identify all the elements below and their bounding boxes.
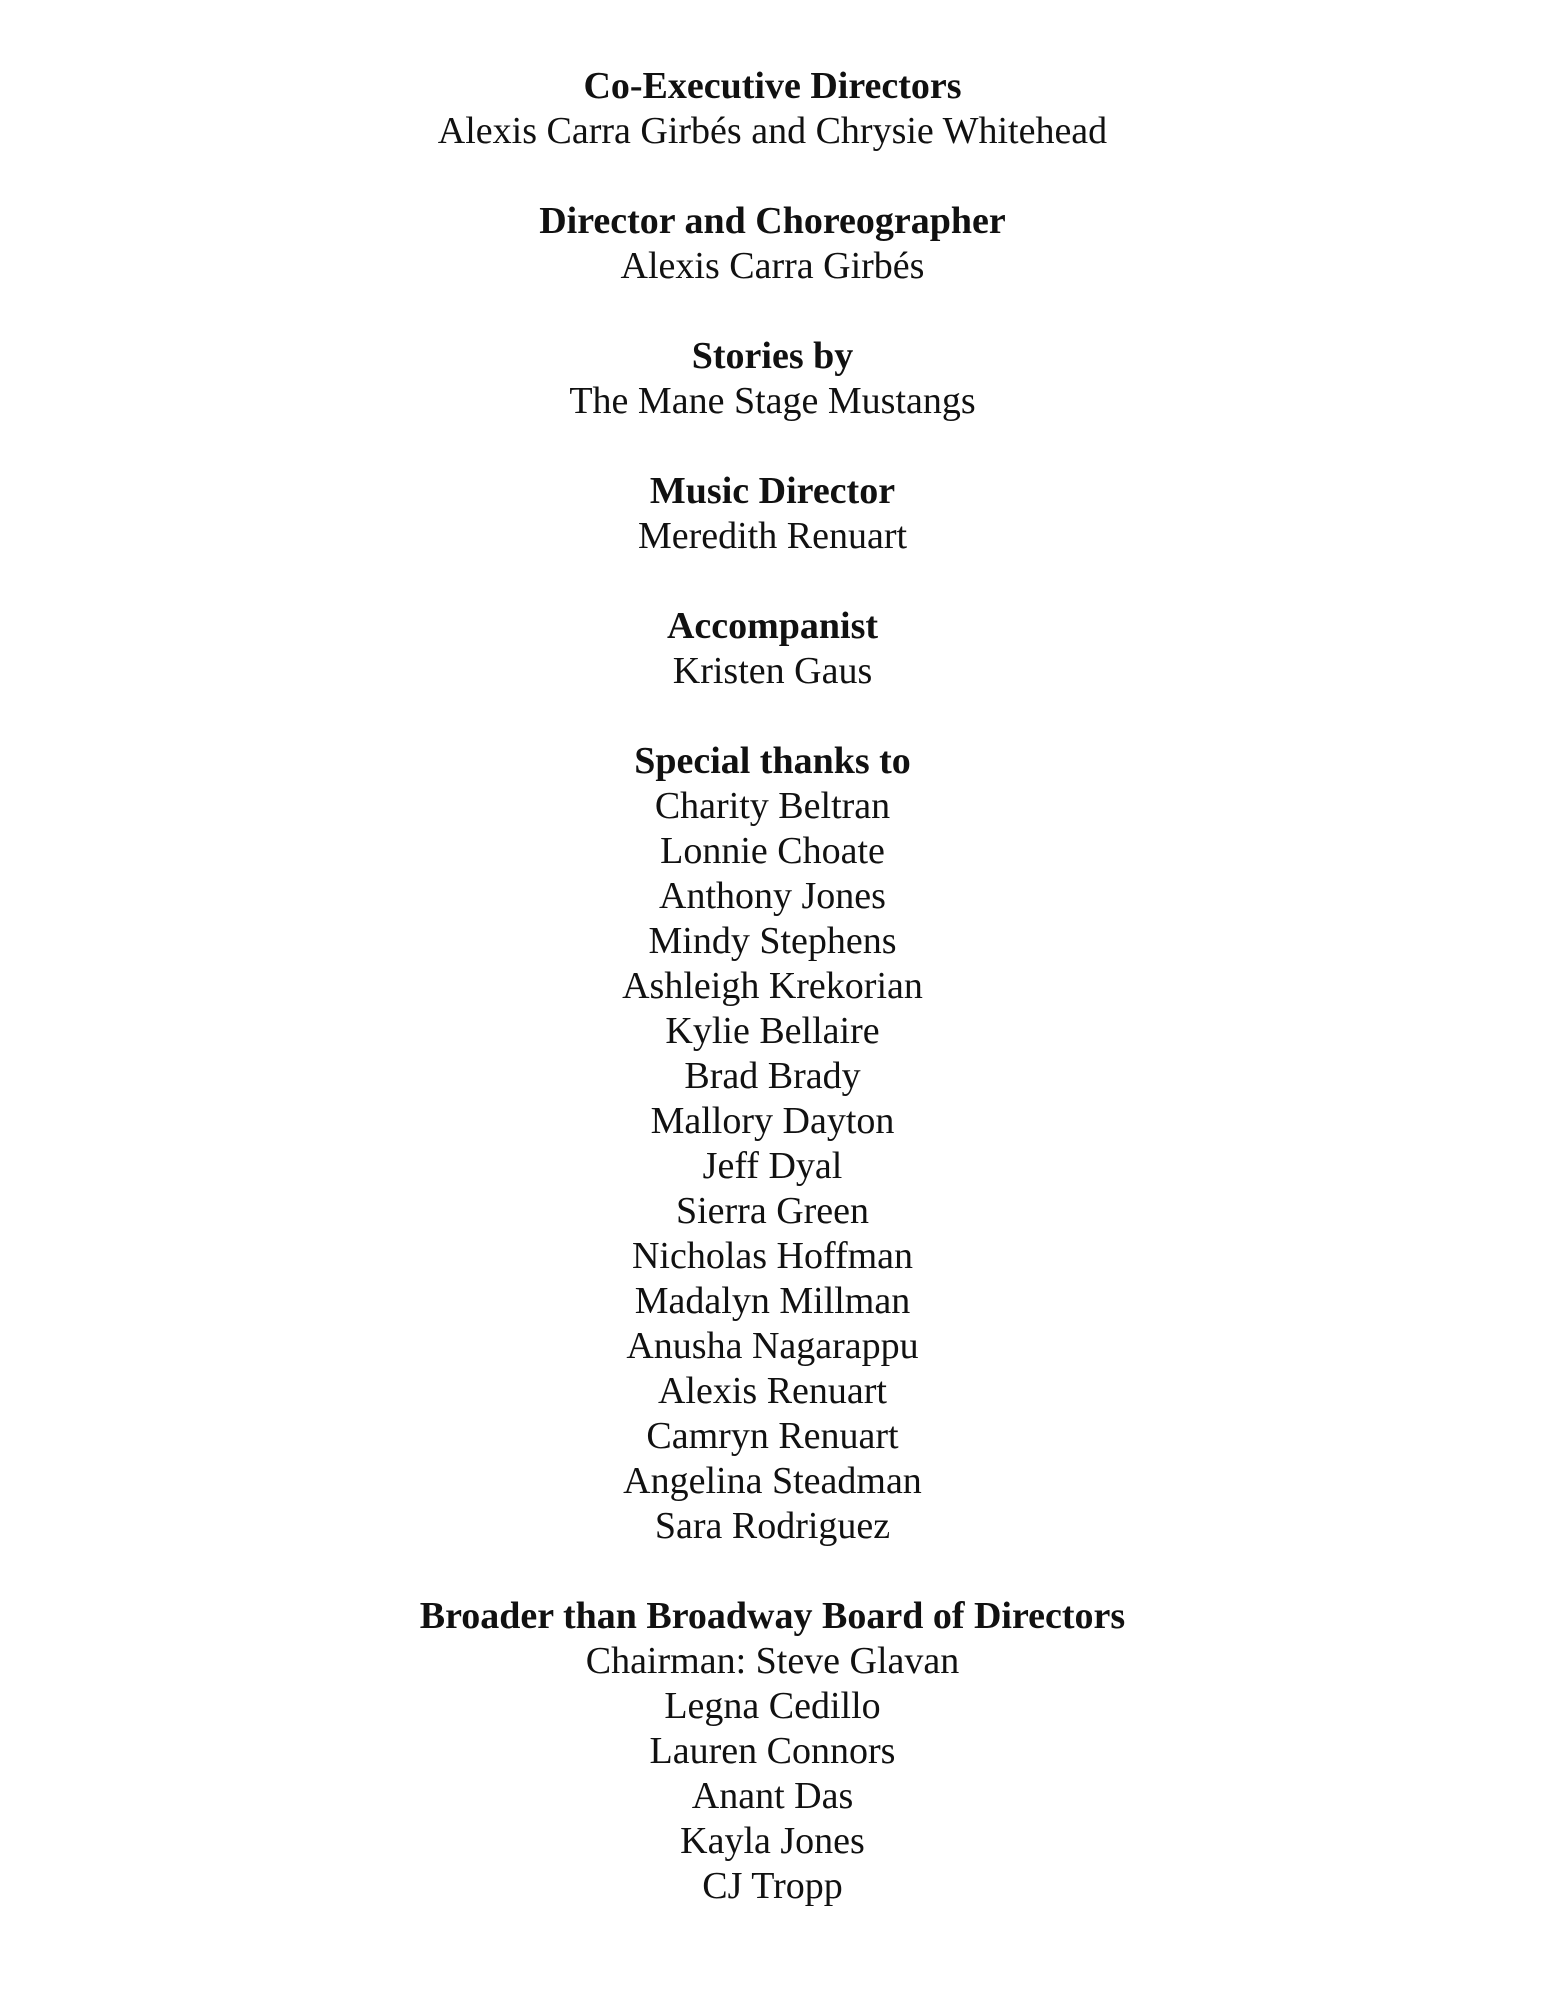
credit-line: Alexis Renuart bbox=[657, 1370, 887, 1412]
credit-line: Mindy Stephens bbox=[648, 920, 897, 962]
section-board-of-directors bbox=[0, 1594, 1545, 1909]
credit-line: Angelina Steadman bbox=[623, 1460, 922, 1502]
credit-line: Sara Rodriguez bbox=[654, 1505, 891, 1547]
credit-line: Camryn Renuart bbox=[646, 1415, 899, 1457]
section-accompanist bbox=[0, 604, 1545, 694]
credit-line: Chairman: Steve Glavan bbox=[585, 1640, 960, 1682]
section-heading: Music Director bbox=[649, 470, 896, 512]
section-special-thanks bbox=[0, 739, 1545, 1549]
section-heading: Stories by bbox=[691, 335, 854, 377]
credit-line: Alexis Carra Girbés bbox=[620, 245, 925, 287]
credit-line: Anthony Jones bbox=[659, 875, 886, 917]
credit-line: Brad Brady bbox=[684, 1055, 861, 1097]
credit-line: Anant Das bbox=[691, 1775, 854, 1817]
section-heading: Accompanist bbox=[666, 605, 879, 647]
credit-line: Ashleigh Krekorian bbox=[622, 965, 923, 1007]
credit-line: Kylie Bellaire bbox=[665, 1010, 880, 1052]
credit-line: Lauren Connors bbox=[649, 1730, 896, 1772]
credit-line: Jeff Dyal bbox=[702, 1145, 843, 1187]
credit-line: Anusha Nagarappu bbox=[626, 1325, 919, 1367]
credit-line: Charity Beltran bbox=[654, 785, 891, 827]
section-heading: Broader than Broadway Board of Directors bbox=[419, 1595, 1126, 1637]
section-heading: Special thanks to bbox=[634, 740, 911, 782]
credit-line: Madalyn Millman bbox=[634, 1280, 911, 1322]
credit-line: CJ Tropp bbox=[702, 1865, 843, 1907]
credit-line: Sierra Green bbox=[675, 1190, 870, 1232]
section-stories-by bbox=[0, 334, 1545, 424]
credit-line: Meredith Renuart bbox=[637, 515, 908, 557]
credit-line: Kristen Gaus bbox=[672, 650, 873, 692]
credit-line: Mallory Dayton bbox=[650, 1100, 895, 1142]
credit-line: The Mane Stage Mustangs bbox=[569, 380, 976, 422]
credit-line: Nicholas Hoffman bbox=[631, 1235, 914, 1277]
section-heading: Co-Executive Directors bbox=[583, 65, 962, 107]
section-music-director bbox=[0, 469, 1545, 559]
section-heading: Director and Choreographer bbox=[539, 200, 1006, 242]
credit-line: Kayla Jones bbox=[680, 1820, 865, 1862]
credit-line: Legna Cedillo bbox=[664, 1685, 881, 1727]
credit-line: Alexis Carra Girbés and Chrysie Whitehead bbox=[437, 110, 1108, 152]
credit-line: Lonnie Choate bbox=[660, 830, 885, 872]
section-co-executive-directors bbox=[0, 64, 1545, 154]
section-director-choreographer bbox=[0, 199, 1545, 289]
